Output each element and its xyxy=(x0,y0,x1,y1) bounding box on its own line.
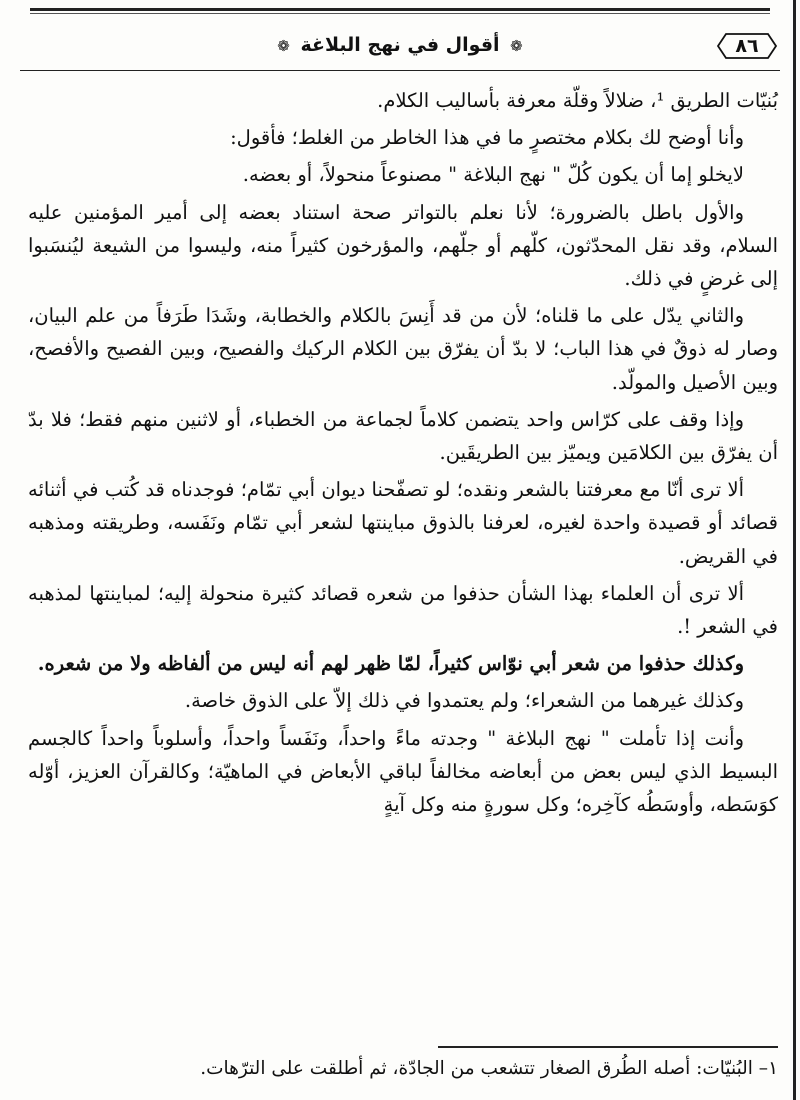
paragraph: لايخلو إما أن يكون كُلّ " نهج البلاغة " مصنوعاً منحولاً، أو بعضه. xyxy=(242,163,744,187)
main-text xyxy=(28,84,778,825)
running-title-text: أقوال في نهج البلاغة xyxy=(300,34,500,56)
running-title xyxy=(20,34,780,56)
paragraph: وكذلك حذفوا من شعر أبي نوّاس كثيراً، لمّا ظهر لهم أنه ليس من ألفاظه ولا من شعره. xyxy=(37,652,744,676)
top-border-rule xyxy=(30,8,770,11)
paragraph: والثاني يدّل على ما قلناه؛ لأن من قد أَنِسَ بالكلام والخطابة، وشَدَا طَرَفاً من علم البيان، وصار له ذوقٌ في هذا الباب؛ لا بدّ أن يفرّق بين الكلام الركيك والفصيح، وبين الفصيح والأفصح، وبين الأصيل والمولّد. xyxy=(28,304,778,394)
page-header xyxy=(20,26,780,71)
paragraph: بُنيّات الطريق ¹، ضلالاً وقلّة معرفة بأساليب الكلام. xyxy=(377,89,778,112)
paragraph: وأنا أوضح لك بكلام مختصرٍ ما في هذا الخاطر من الغلط؛ فأقول: xyxy=(230,126,744,150)
footnote-separator xyxy=(438,1046,778,1048)
page-number: ٨٦ xyxy=(735,35,759,57)
paragraph: ألا ترى أنّا مع معرفتنا بالشعر ونقده؛ لو تصفّحنا ديوان أبي تمّام؛ فوجدناه قد كُتب في أثنائه قصائد أو قصيدة واحدة لغيره، لعرفنا بالذوق مباينتها لشعر أبي تمّام ونَفَسه، وطريقته ومذهبه في القريض. xyxy=(28,478,778,568)
page-edge-shadow xyxy=(793,0,796,1100)
paragraph: وأنت إذا تأملت " نهج البلاغة " وجدته ماءً واحداً، ونَفَساً واحداً، وأسلوباً واحداً كالجسم البسيط الذي ليس بعض من أبعاضه مخالفاً لباقي الأبعاض في الماهيّة؛ وكالقرآن العزيز، أوّله كوَسَطه، وأوسَطُه كآخِره؛ وكل سورةٍ منه وكل آيةٍ xyxy=(28,726,778,817)
paragraph: وكذلك غيرهما من الشعراء؛ ولم يعتمدوا في ذلك إلاّ على الذوق خاصة. xyxy=(184,689,744,713)
footnote: ١– البُنيّات: أصله الطُرق الصغار تتشعب من الجادّة، ثم أطلقت على الترّهات. xyxy=(200,1058,778,1079)
ornament-icon: ❁ xyxy=(510,37,523,55)
paragraph: ألا ترى أن العلماء بهذا الشأن حذفوا من شعره قصائد كثيرة منحولة إليه؛ لمباينتها لمذهبه في الشعر !. xyxy=(28,581,778,639)
paragraph: والأول باطل بالضرورة؛ لأنا نعلم بالتواتر صحة استناد بعضه إلى أمير المؤمنين عليه السلام، وقد نقل المحدّثون، كلّهم أو جلّهم، والمؤرخون كثيراً منه، وليسوا من الشيعة ليُنسَبوا إلى غرضٍ في ذلك. xyxy=(28,200,778,291)
paragraph: وإذا وقف على كرّاس واحد يتضمن كلاماً لجماعة من الخطباء، أو لاثنين منهم فقط؛ فلا بدّ أن يفرّق بين الكلامَين ويميّز بين الطريقَين. xyxy=(28,407,778,465)
top-border-rule-thin xyxy=(30,13,770,14)
ornament-icon: ❁ xyxy=(277,37,290,55)
